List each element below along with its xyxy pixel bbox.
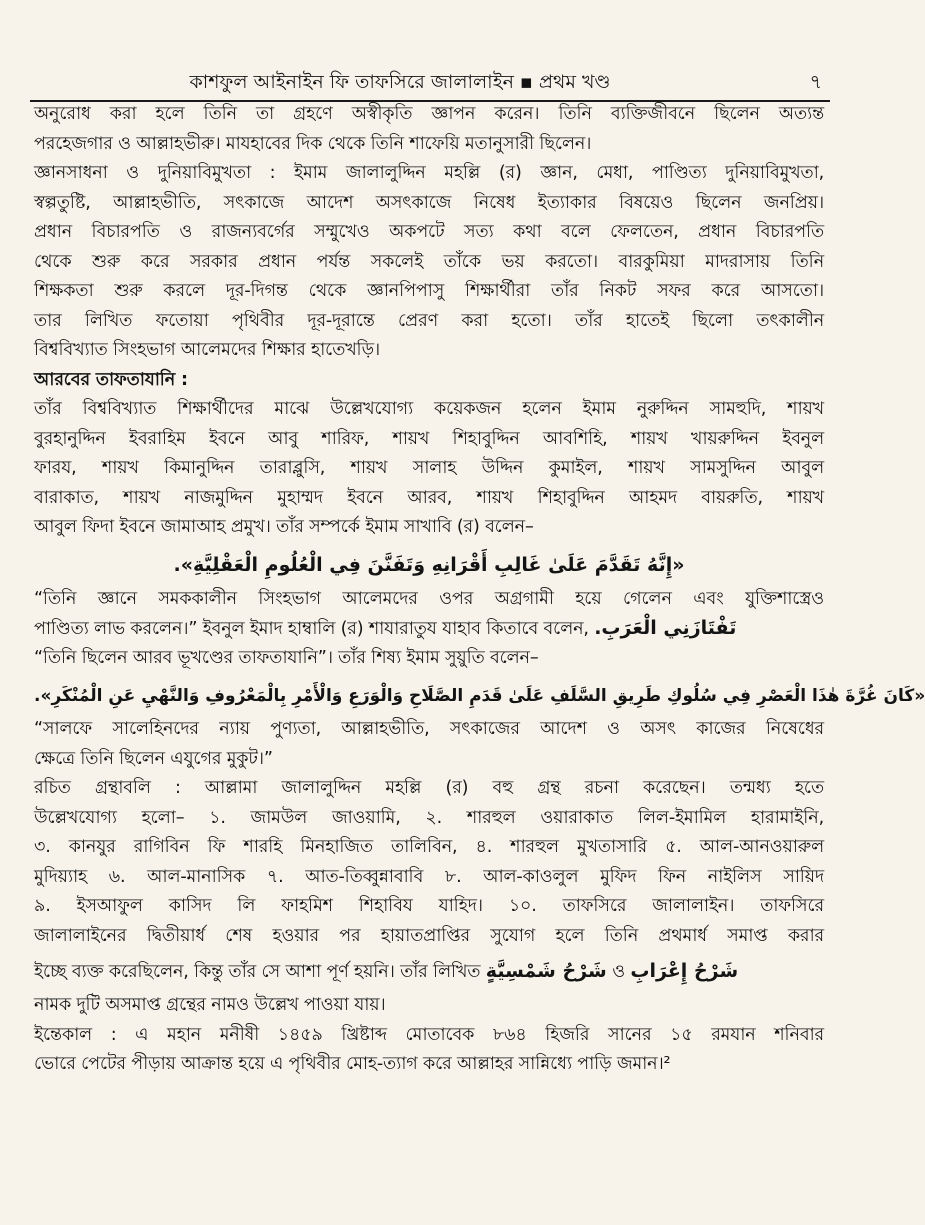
text-line: তাঁর বিশ্ববিখ্যাত শিক্ষার্থীদের মাঝে উল্লেখযোগ্য কয়েকজন হলেন ইমাম নুরুদ্দিন সামহুদি, শায়খ [34, 399, 824, 419]
text-line: প্রধান বিচারপতি ও রাজন্যবর্গের সম্মুখেও অকপটে সত্য কথা বলে ফেলতেন, প্রধান বিচারপতি [34, 222, 824, 242]
text-line: তার লিখিত ফতোয়া পৃথিবীর দূর-দূরান্তে প্রেরণ করা হতো। তাঁর হাতেই ছিলো তৎকালীন [34, 310, 824, 331]
text-line: “তিনি জ্ঞানে সমককালীন সিংহভাগ আলেমদের ওপর অগ্রগামী হয়ে গেলেন এবং যুক্তিশাস্ত্রেও [34, 588, 824, 609]
text-line: স্বল্পতুষ্টি, আল্লাহভীতি, সৎকাজে আদেশ অসৎকাজে নিষেধ ইত্যাকার বিষয়েও ছিলেন জনপ্রিয়। [34, 192, 824, 213]
text-line-with-arabic [34, 951, 824, 991]
arabic-quote-text: «إِنَّهُ تَقَدَّمَ عَلَىٰ غَالِبِ أَقْرَانِهِ وَتَفَنَّنَ فِي الْعُلُومِ الْعَقْلِيَّةِ». [173, 553, 685, 576]
arabic-quote [34, 673, 925, 715]
text-line: শিক্ষকতা শুরু করলে দূর-দিগন্ত থেকে জ্ঞানপিপাসু শিক্ষার্থীরা তাঁর নিকট সফর করে আসতো। [34, 281, 824, 301]
header-title: কাশফুল আইনাইন ফি তাফসিরে জালালাইন ▪ প্রথম খণ্ড [189, 71, 611, 93]
section-heading-line: জ্ঞানসাধনা ও দুনিয়াবিমুখতা : ইমাম জালালুদ্দিন মহল্লি (র) জ্ঞান, মেধা, পাণ্ডিত্য দুনিয়াবিমুখতা, [34, 163, 824, 183]
text-line: অনুরোধ করা হলে তিনি তা গ্রহণে অস্বীকৃতি জ্ঞাপন করেন। তিনি ব্যক্তিজীবনে ছিলেন অত্যন্ত [34, 104, 824, 124]
text-line: পরহেজগার ও আল্লাহভীরু। মাযহাবের দিক থেকে তিনি শাফেয়ি মতানুসারী ছিলেন। [34, 133, 592, 154]
text-line: “সালফে সালেহিনদের ন্যায় পুণ্যতা, আল্লাহভীতি, সৎকাজের আদেশ ও অসৎ কাজের নিষেধের [34, 719, 824, 739]
section-heading: আরবের তাফতাযানি : [34, 369, 188, 390]
text-segment: পাণ্ডিত্য লাভ করলেন।” ইবনুল ইমাদ হাম্বালি (র) শাযারাতুয যাহাব কিতাবে বলেন, [34, 619, 589, 639]
page-body [34, 100, 925, 1080]
text-line: আবুল ফিদা ইবনে জামাআহ প্রমুখ। তাঁর সম্পর্কে ইমাম সাখাবি (র) বলেন– [34, 517, 534, 537]
page-number: ৭ [809, 71, 822, 93]
text-line: ভোরে পেটের পীড়ায় আক্রান্ত হয়ে এ পৃথিবীর মোহ-ত্যাগ করে আল্লাহর সান্নিধ্যে পাড়ি জমান।² [34, 1054, 671, 1074]
text-line-with-arabic [34, 614, 824, 644]
text-line: ৯. ইসআফুল কাসিদ লি ফাহমিশ শিহাবিয যাহিদ। ১০. তাফসিরে জালালাইন। তাফসিরে [34, 896, 824, 916]
text-line: ফারয, শায়খ কিমানুদ্দিন তারাব্লুসি, শায়খ সালাহ উদ্দিন কুমাইল, শায়খ সামসুদ্দিন আবুল [34, 458, 824, 478]
text-segment: ইচ্ছে ব্যক্ত করেছিলেন, কিন্তু তাঁর সে আশা পূর্ণ হয়নি। তাঁর লিখিত [34, 962, 481, 982]
arabic-inline: شَرْحُ شَمْسِيَّةٍ [485, 960, 607, 982]
arabic-inline: شَرْحُ إِعْرَابِ [630, 960, 739, 982]
section-heading-line: ইন্তেকাল : এ মহান মনীষী ১৪৫৯ খ্রিষ্টাব্দ মোতাবেক ৮৬৪ হিজরি সানের ১৫ রমযান শনিবার [34, 1024, 824, 1045]
text-line: বিশ্ববিখ্যাত সিংহভাগ আলেমদের শিক্ষার হাতেখড়ি। [34, 340, 381, 360]
arabic-quote-text: «كَانَ غُرَّةَ هٰذَا الْعَصْرِ فِي سُلُوكِ طَرِيقِ السَّلَفِ عَلَىٰ قَدَمِ الصَّلَاحِ وَالْوَرَعِ وَالْأَمْرِ بِالْمَعْرُوفِ وَالنَّهْيِ عَنِ الْمُنْكَرِ». [34, 686, 925, 706]
text-line: “তিনি ছিলেন আরব ভূখণ্ডের তাফতাযানি”। তাঁর শিষ্য ইমাম সুয়ুতি বলেন– [34, 647, 539, 668]
text-line: ক্ষেত্রে তিনি ছিলেন এযুগের মুকুট।” [34, 748, 273, 769]
section-heading-line: রচিত গ্রন্থাবলি : আল্লামা জালালুদ্দিন মহল্লি (র) বহু গ্রন্থ রচনা করেছেন। তন্মধ্য হতে [34, 778, 824, 798]
text-line: ৩. কানযুর রাগিবিন ফি শারহি মিনহাজিত তালিবিন, ৪. শারহুল মুখতাসারি ৫. আল-আনওয়ারুল [34, 837, 824, 857]
text-line: বারাকাত, শায়খ নাজমুদ্দিন মুহাম্মদ ইবনে আরব, শায়খ শিহাবুদ্দিন আহমদ বায়রুতি, শায়খ [34, 487, 824, 508]
text-line: মুদিয়্যাহ ৬. আল-মানাসিক ৭. আত-তিব্বুন্নাবাবি ৮. আল-কাওলুল মুফিদ ফিন নাইলিস সায়িদ [34, 866, 824, 887]
text-line: নামক দুটি অসমাপ্ত গ্রন্থের নামও উল্লেখ পাওয়া যায়। [34, 995, 386, 1015]
running-header [30, 64, 830, 102]
conjunction: ও [612, 962, 625, 982]
arabic-inline: تَفْتَازَنِي الْعَرَبِ. [594, 617, 737, 639]
text-line: জালালাইনের দ্বিতীয়ার্ধ শেষ হওয়ার পর হায়াতপ্রাপ্তির সুযোগ হলে তিনি প্রথমার্ধ সমাপ্ত করার [34, 925, 824, 946]
text-line: বুরহানুদ্দিন ইবরাহিম ইবনে আবু শারিফ, শায়খ শিহাবুদ্দিন আবশিহি, শায়খ খায়রুদ্দিন ইবনুল [34, 428, 824, 449]
text-line: উল্লেখযোগ্য হলো– ১. জামউল জাওয়ামি, ২. শারহুল ওয়ারাকাত লিল-ইমামিল হারামাইনি, [34, 807, 824, 828]
arabic-quote [34, 543, 824, 585]
text-line: থেকে শুরু করে সরকার প্রধান পর্যন্ত সকলেই তাঁকে ভয় করতো। বারকুমিয়া মাদরাসায় তিনি [34, 251, 824, 272]
